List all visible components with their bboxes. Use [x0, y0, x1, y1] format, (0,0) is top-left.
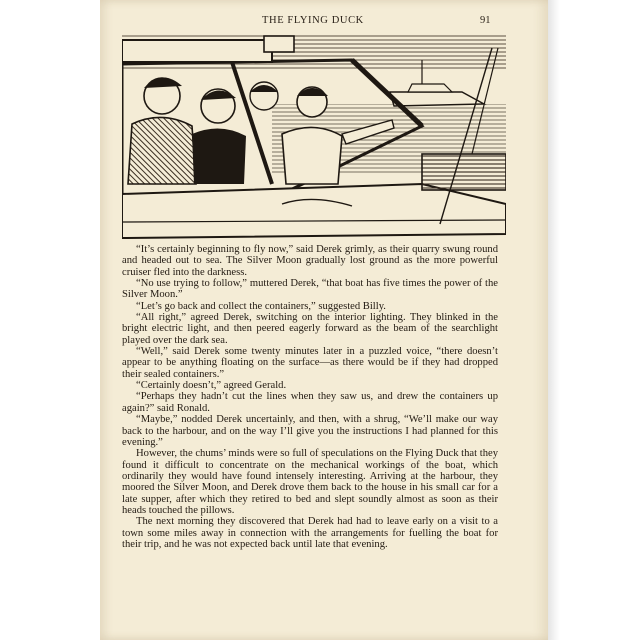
- running-title: THE FLYING DUCK: [262, 15, 364, 26]
- paragraph: “Well,” said Derek some twenty minutes later in a puzzled voice, “there doesn’t appear to be anything floating on the surface—as there would be if they had dropped their sealed containers.”: [122, 346, 498, 380]
- running-head: [122, 11, 502, 29]
- paragraph: “Maybe,” nodded Derek uncertainly, and then, with a shrug, “We’ll make our way back to the harbour, and on the way I’ll give you the instructions I had planned for this evening.”: [122, 414, 498, 448]
- paragraph: “All right,” agreed Derek, switching on the interior lighting. They blinked in the bright electric light, and then peered eagerly forward as the beam of the searchlight played over the dark sea.: [122, 312, 498, 346]
- body-text: [122, 244, 498, 550]
- paragraph: However, the chums’ minds were so full of speculations on the Flying Duck that they found it difficult to concentrate on the mechanical workings of the boat, which ordinarily they would have found intensely interesting. Arriving at the harbour, they moored the Silver Moon, and Derek drove them back to the house in his small car for a late supper, after which they retired to bed and slept soundly almost as soon as their heads touched the pillows.: [122, 448, 498, 516]
- paragraph: “Let’s go back and collect the containers,” suggested Billy.: [136, 300, 386, 312]
- paragraph: The next morning they discovered that Derek had had to leave early on a visit to a town some miles away in connection with the arrangements for fuelling the boat for their trip, and he was not expected back until late that evening.: [122, 516, 498, 550]
- paragraph: “No use trying to follow,” muttered Derek, “that boat has five times the power of the Silver Moon.”: [122, 278, 498, 301]
- page-number: 91: [480, 15, 491, 26]
- paragraph: “Perhaps they hadn’t cut the lines when they saw us, and drew the containers up again?” said Ronald.: [122, 391, 498, 414]
- page-edge-shadow: [548, 0, 560, 640]
- boat-cabin-illustration: [122, 34, 506, 256]
- paragraph: “Certainly doesn’t,” agreed Gerald.: [136, 380, 287, 392]
- paragraph: “It’s certainly beginning to fly now,” said Derek grimly, as their quarry swung round and headed out to sea. The Silver Moon gradually lost ground as the more powerful cruiser fled into the darkness.: [122, 244, 498, 278]
